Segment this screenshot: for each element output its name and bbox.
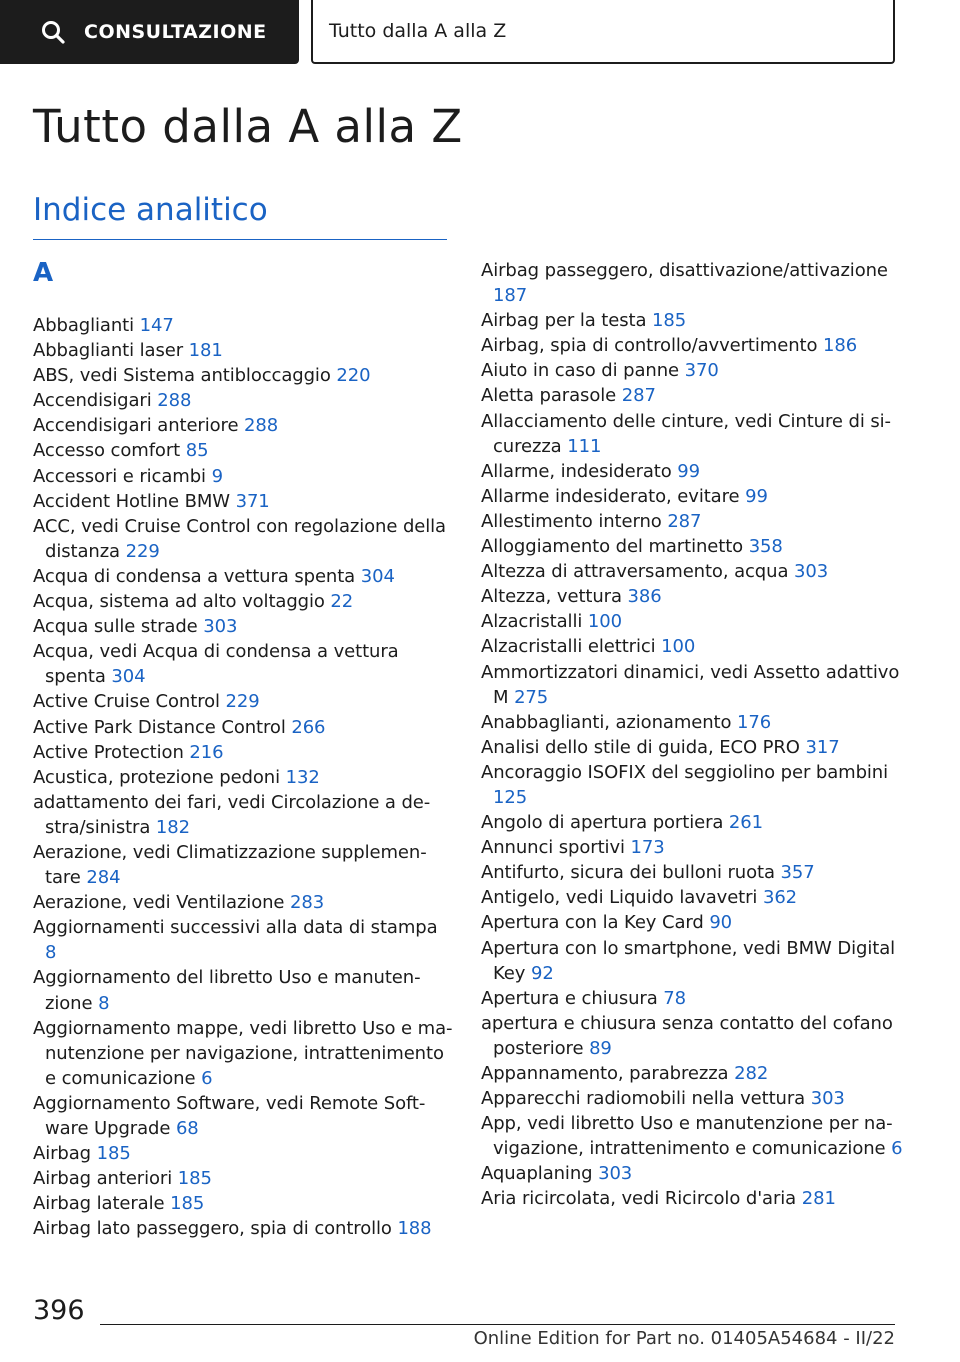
- page-link[interactable]: 266: [291, 716, 326, 738]
- page-link[interactable]: 99: [745, 485, 768, 507]
- index-entry: [33, 1016, 453, 1091]
- index-entry: [481, 509, 906, 534]
- section-divider: [33, 239, 447, 240]
- index-entry: [33, 1091, 453, 1141]
- entry-text: adattamento dei fari, vedi Circolazione a destra/sinistra: [33, 791, 431, 838]
- consultazione-label: CONSULTAZIONE: [84, 21, 267, 43]
- entry-text: Ancoraggio ISOFIX del seggiolino per bambini: [481, 761, 888, 783]
- page-link[interactable]: 111: [567, 435, 602, 457]
- entry-text: Ammortizzatori dinamici, vedi Assetto adattivo M: [481, 661, 900, 708]
- entry-text: Altezza, vettura: [481, 586, 622, 608]
- entry-text: Annunci sportivi: [481, 837, 625, 859]
- entry-text: Allestimento interno: [481, 510, 662, 532]
- index-entry: [33, 639, 453, 689]
- entry-text: Aerazione, vedi Climatizzazione supplementare: [33, 841, 427, 889]
- page-link[interactable]: 182: [155, 816, 190, 838]
- index-entry: [33, 790, 453, 840]
- index-entry: [33, 564, 453, 589]
- page-link[interactable]: 185: [652, 310, 687, 332]
- page-link[interactable]: 288: [157, 390, 192, 412]
- entry-text: Aggiornamento del libretto Uso e manutenzione: [33, 967, 421, 1014]
- index-entry: [33, 614, 453, 639]
- index-entry: [481, 609, 906, 634]
- page-link[interactable]: 99: [677, 460, 701, 482]
- page-link[interactable]: 303: [810, 1088, 845, 1110]
- page-link[interactable]: 303: [794, 561, 829, 583]
- page-link[interactable]: 68: [175, 1118, 199, 1139]
- index-entry: [33, 765, 453, 790]
- entry-text: Aiuto in caso di panne: [481, 360, 679, 382]
- index-entry: [481, 986, 906, 1011]
- index-entry: [33, 890, 453, 915]
- entry-text: Airbag passeggero, disattivazione/attivazione: [481, 260, 888, 281]
- entry-text: Alloggiamento del martinetto: [481, 536, 744, 558]
- entry-text: Antigelo, vedi Liquido lavavetri: [481, 887, 758, 909]
- entry-text: Allacciamento delle cinture, vedi Cinture di sicurezza: [481, 410, 892, 457]
- index-entry: [33, 338, 453, 363]
- index-entry: [481, 534, 906, 559]
- footer-divider: [100, 1324, 895, 1325]
- index-entry: [33, 715, 453, 740]
- index-entry: [481, 634, 906, 659]
- index-entry: [33, 363, 453, 388]
- entry-text: Aggiornamenti successivi alla data di stampa: [33, 917, 438, 939]
- index-entry: [33, 589, 453, 614]
- entry-text: Accessori e ricambi: [33, 465, 206, 487]
- letter-heading: A: [33, 258, 54, 288]
- entry-text: Abbaglianti laser: [33, 340, 184, 362]
- page-link[interactable]: 362: [762, 887, 798, 909]
- index-column-right: [481, 258, 906, 1212]
- index-entry: [481, 910, 906, 935]
- page-link[interactable]: 317: [805, 736, 840, 758]
- page-link[interactable]: 303: [203, 616, 238, 638]
- page-link[interactable]: 6: [891, 1138, 903, 1160]
- index-entry: [33, 1191, 453, 1216]
- index-column-left: [33, 313, 453, 1241]
- index-entry: [481, 1186, 906, 1211]
- index-entry: [481, 735, 906, 760]
- page-link[interactable]: 185: [170, 1193, 205, 1215]
- index-entry: [481, 459, 906, 484]
- entry-text: Aletta parasole: [481, 385, 617, 407]
- page-link[interactable]: 6: [201, 1067, 213, 1089]
- entry-text: Angolo di apertura portiera: [481, 812, 724, 834]
- page-link[interactable]: 275: [514, 686, 549, 708]
- index-entry: [481, 308, 906, 333]
- page-link[interactable]: 147: [139, 315, 174, 336]
- entry-text: Appannamento, parabrezza: [481, 1063, 729, 1084]
- page-link[interactable]: 370: [684, 360, 719, 382]
- index-entry: [33, 965, 453, 1015]
- entry-text: Acqua, vedi Acqua di condensa a vettura spenta: [33, 641, 399, 688]
- entry-text: Aria ricircolata, vedi Ricircolo d'aria: [481, 1188, 797, 1210]
- entry-text: Airbag, spia di controllo/avvertimento: [481, 335, 818, 357]
- page-link[interactable]: 9: [211, 465, 223, 487]
- index-entry: [481, 409, 906, 459]
- index-entry: [33, 1166, 453, 1191]
- page-link[interactable]: 92: [530, 962, 554, 984]
- index-entry: [481, 383, 906, 408]
- index-entry: [481, 1086, 906, 1111]
- breadcrumb[interactable]: [311, 0, 895, 64]
- page-link[interactable]: 287: [621, 385, 656, 407]
- entry-text: Anabbaglianti, azionamento: [481, 711, 732, 733]
- entry-text: Aggiornamento Software, vedi Remote Software Upgrade: [33, 1092, 426, 1139]
- page-link[interactable]: 216: [189, 741, 224, 763]
- page-link[interactable]: 358: [748, 536, 783, 558]
- entry-text: App, vedi libretto Uso e manutenzione per navigazione, intrattenimento e comunicazione: [481, 1113, 893, 1160]
- entry-text: Accident Hotline BMW: [33, 490, 230, 512]
- page-link[interactable]: 303: [598, 1163, 633, 1185]
- index-entry: [481, 1111, 906, 1161]
- entry-text: Active Cruise Control: [33, 691, 220, 713]
- entry-text: Allarme, indesiderato: [481, 460, 672, 482]
- page-link[interactable]: 229: [225, 691, 260, 713]
- page-link[interactable]: 8: [98, 992, 110, 1014]
- index-entry: [33, 438, 453, 463]
- page-link[interactable]: 89: [589, 1037, 612, 1059]
- edition-note: Online Edition for Part no. 01405A54684 - II/22: [473, 1328, 895, 1349]
- index-entry: [481, 885, 906, 910]
- page-link[interactable]: 281: [801, 1188, 836, 1210]
- page-link[interactable]: 220: [336, 365, 371, 387]
- index-entry: [33, 514, 453, 564]
- entry-text: Allarme indesiderato, evitare: [481, 485, 740, 507]
- entry-text: Alzacristalli: [481, 611, 583, 633]
- page-link[interactable]: 283: [290, 892, 325, 914]
- entry-text: Acqua di condensa a vettura spenta: [33, 565, 356, 587]
- page-link[interactable]: 132: [285, 766, 320, 788]
- page-link[interactable]: 304: [360, 565, 395, 587]
- entry-text: ABS, vedi Sistema antibloccaggio: [33, 365, 331, 387]
- page-link[interactable]: 90: [709, 912, 733, 934]
- page-link[interactable]: 287: [667, 510, 702, 532]
- entry-text: Analisi dello stile di guida, ECO PRO: [481, 736, 800, 758]
- entry-text: Aerazione, vedi Ventilazione: [33, 892, 285, 914]
- page-link[interactable]: 288: [244, 415, 279, 437]
- page-link[interactable]: 284: [86, 867, 121, 889]
- entry-text: Acqua sulle strade: [33, 616, 198, 638]
- index-entry: [481, 559, 906, 584]
- entry-text: Active Park Distance Control: [33, 716, 286, 738]
- index-entry: [481, 835, 906, 860]
- index-entry: [33, 1141, 453, 1166]
- entry-text: Aquaplaning: [481, 1163, 593, 1185]
- page-link[interactable]: 371: [235, 490, 270, 512]
- page-link[interactable]: 185: [177, 1168, 212, 1190]
- page-title: Tutto dalla A alla Z: [33, 100, 463, 153]
- entry-text: Airbag laterale: [33, 1193, 165, 1215]
- index-entry: [481, 860, 906, 885]
- section-title: Indice analitico: [33, 192, 268, 228]
- entry-text: ACC, vedi Cruise Control con regolazione della distanza: [33, 515, 446, 562]
- index-entry: [33, 464, 453, 489]
- index-entry: [481, 258, 906, 308]
- entry-text: Acqua, sistema ad alto voltaggio: [33, 591, 325, 613]
- page-link[interactable]: 125: [493, 786, 528, 808]
- index-entry: [481, 584, 906, 609]
- page-number: 396: [33, 1295, 85, 1326]
- page-link[interactable]: 386: [627, 586, 662, 608]
- index-entry: [481, 484, 906, 509]
- index-entry: [33, 689, 453, 714]
- page-link[interactable]: 304: [111, 666, 146, 688]
- index-entry: [481, 358, 906, 383]
- index-entry: [33, 840, 453, 890]
- page-link[interactable]: 176: [737, 711, 772, 733]
- entry-text: Accendisigari: [33, 390, 152, 412]
- entry-text: Apparecchi radiomobili nella vettura: [481, 1088, 806, 1110]
- entry-text: Apertura con lo smartphone, vedi BMW Digital Key: [481, 937, 896, 984]
- index-entry: [33, 413, 453, 438]
- entry-text: Antifurto, sicura dei bulloni ruota: [481, 862, 775, 884]
- page-link[interactable]: 173: [630, 837, 665, 859]
- page-link[interactable]: 188: [397, 1218, 432, 1240]
- page-link[interactable]: 22: [330, 591, 354, 613]
- page-link[interactable]: 187: [493, 285, 528, 307]
- entry-text: Alzacristalli elettrici: [481, 636, 656, 658]
- index-entry: [33, 388, 453, 413]
- index-entry: [33, 489, 453, 514]
- page-link[interactable]: 261: [728, 812, 763, 834]
- page-link[interactable]: 282: [734, 1063, 769, 1084]
- entry-text: Active Protection: [33, 741, 184, 763]
- entry-text: Accesso comfort: [33, 440, 181, 462]
- index-entry: [481, 1061, 906, 1086]
- entry-text: Abbaglianti: [33, 315, 135, 336]
- page-link[interactable]: 357: [780, 862, 815, 884]
- entry-text: Aggiornamento mappe, vedi libretto Uso e manutenzione per navigazione, intrattenimento e comunicazione: [33, 1017, 453, 1089]
- entry-text: Airbag anteriori: [33, 1168, 173, 1190]
- search-icon: [40, 19, 66, 45]
- index-entry: [481, 660, 906, 710]
- page-link[interactable]: 100: [587, 611, 622, 633]
- entry-text: Airbag: [33, 1143, 91, 1165]
- entry-text: Apertura e chiusura: [481, 987, 658, 1009]
- page-link[interactable]: 78: [663, 987, 687, 1009]
- index-entry: [481, 810, 906, 835]
- consultazione-tab[interactable]: [0, 0, 299, 64]
- index-entry: [33, 313, 453, 338]
- page-link[interactable]: 8: [45, 942, 57, 964]
- page-link[interactable]: 181: [188, 340, 223, 362]
- page-link[interactable]: 229: [125, 540, 160, 562]
- index-entry: [481, 1161, 906, 1186]
- entry-text: Altezza di attraversamento, acqua: [481, 561, 789, 583]
- index-entry: [481, 936, 906, 986]
- page-link[interactable]: 85: [185, 440, 209, 462]
- entry-text: Acustica, protezione pedoni: [33, 766, 280, 788]
- index-entry: [33, 1216, 453, 1241]
- entry-text: Airbag per la testa: [481, 310, 647, 332]
- page-link[interactable]: 185: [96, 1143, 131, 1165]
- index-entry: [481, 333, 906, 358]
- index-entry: [481, 760, 906, 810]
- page-link[interactable]: 100: [661, 636, 696, 658]
- entry-text: Accendisigari anteriore: [33, 415, 239, 437]
- page-link[interactable]: 186: [823, 335, 858, 357]
- entry-text: Airbag lato passeggero, spia di controllo: [33, 1218, 392, 1240]
- breadcrumb-text: Tutto dalla A alla Z: [329, 20, 507, 42]
- index-entry: [33, 740, 453, 765]
- index-entry: [33, 915, 453, 965]
- entry-text: apertura e chiusura senza contatto del cofano posteriore: [481, 1012, 893, 1059]
- index-entry: [481, 1011, 906, 1061]
- index-entry: [481, 710, 906, 735]
- page-header: [0, 0, 960, 66]
- entry-text: Apertura con la Key Card: [481, 912, 704, 934]
